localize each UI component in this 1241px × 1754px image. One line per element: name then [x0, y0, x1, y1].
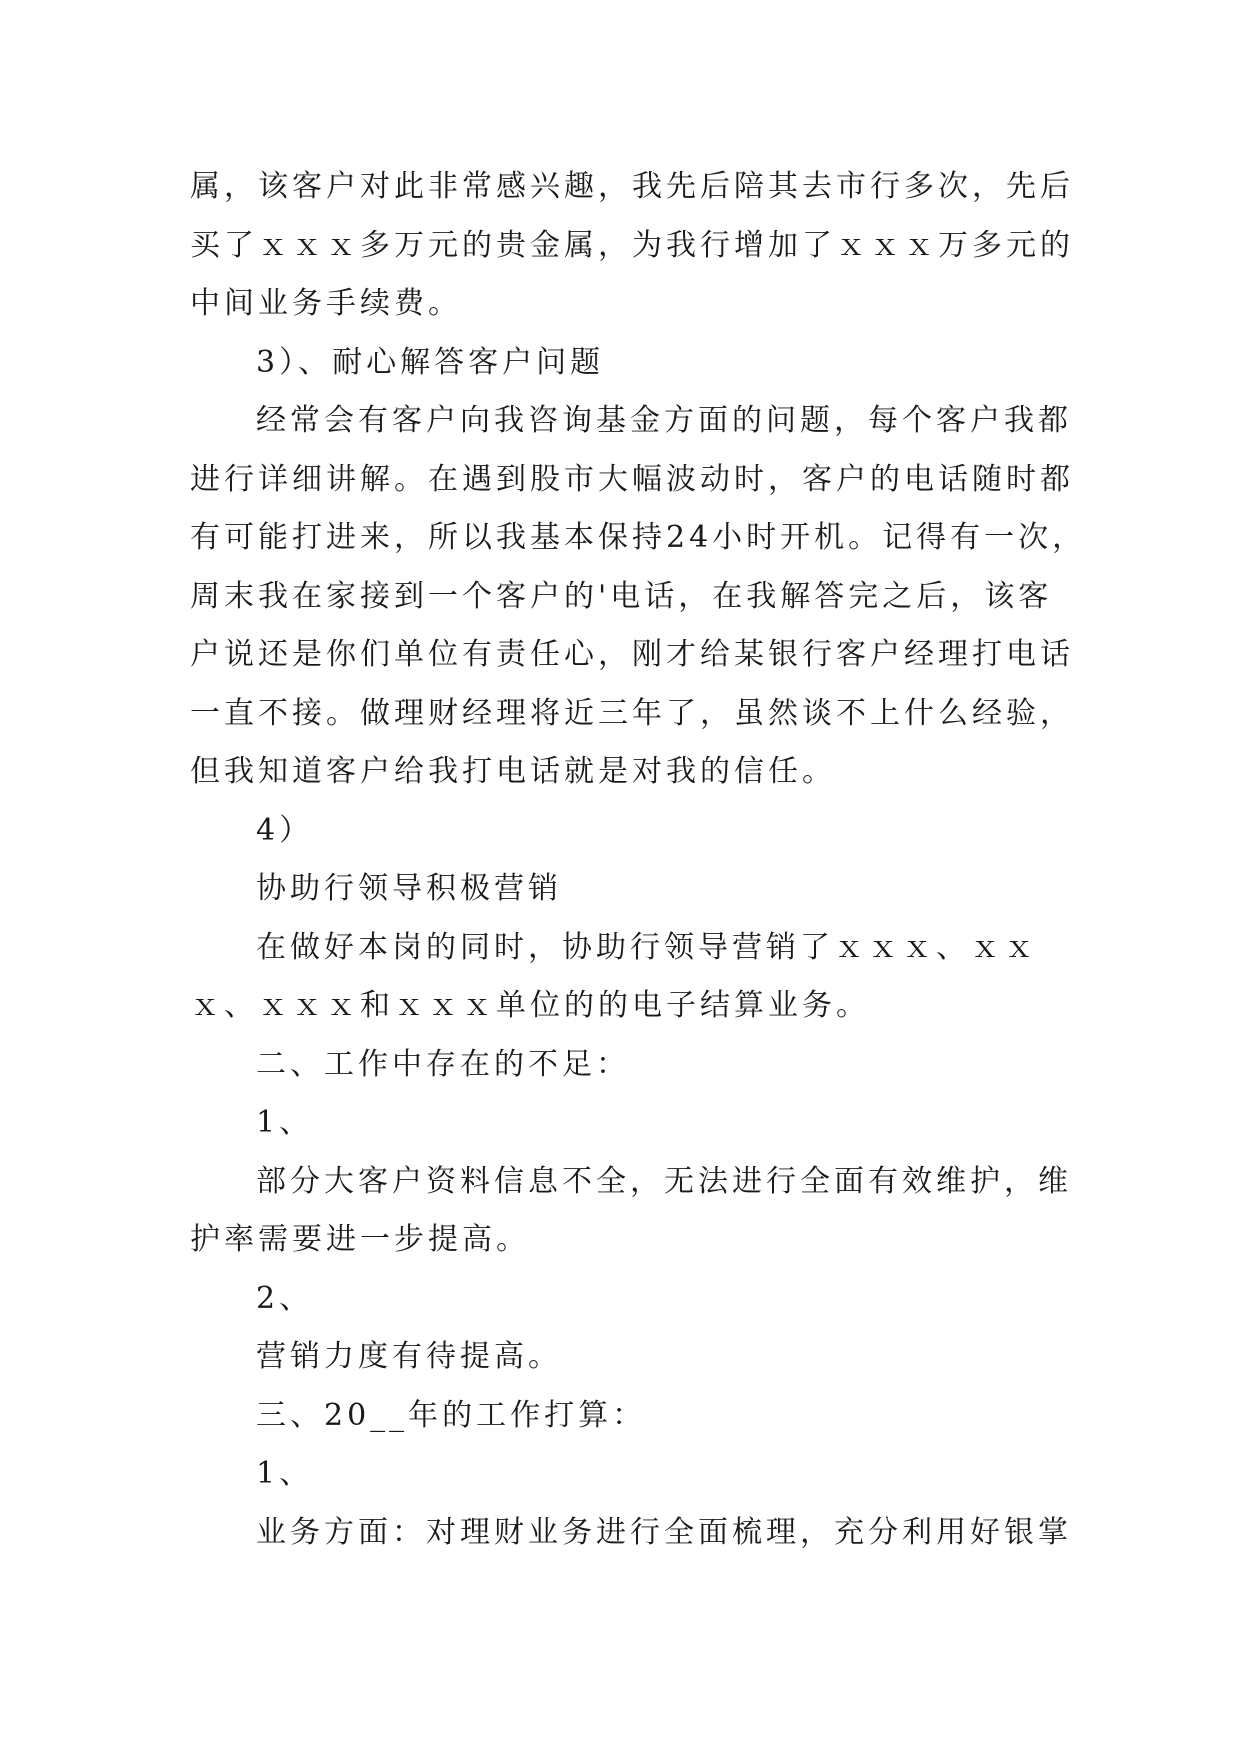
section-number: 2、: [256, 1280, 314, 1316]
text-line: 护率需要进一步提高。: [190, 1222, 530, 1257]
text-line: 有可能打进来，所以我基本保持24小时开机。记得有一次，: [190, 520, 1087, 555]
section-number: 1、: [256, 1456, 314, 1491]
section-number: 4）: [256, 812, 314, 848]
text-line: ｘ、ｘｘｘ和ｘｘｘ单位的的电子结算业务。: [190, 988, 870, 1023]
text-line: 经常会有客户向我咨询基金方面的问题，每个客户我都: [256, 403, 1072, 438]
document-body: [190, 158, 1087, 1562]
text-line: 营销力度有待提高。: [256, 1339, 562, 1374]
section-number: 1、: [256, 1105, 314, 1140]
text-line: 户说还是你们单位有责任心，刚才给某银行客户经理打电话: [190, 637, 1074, 672]
section-heading: 协助行领导积极营销: [256, 871, 562, 906]
text-line: 业务方面：对理财业务进行全面梳理，充分利用好银掌: [256, 1514, 1072, 1550]
section-heading: 3）、耐心解答客户问题: [256, 344, 605, 380]
text-line: 属，该客户对此非常感兴趣，我先后陪其去市行多次，先后: [190, 169, 1074, 204]
section-heading: 二、工作中存在的不足：: [256, 1046, 630, 1082]
text-line: 一直不接。做理财经理将近三年了，虽然谈不上什么经验，: [190, 695, 1074, 731]
text-line: 部分大客户资料信息不全，无法进行全面有效维护，维: [256, 1163, 1072, 1199]
text-line: 买了ｘｘｘ多万元的贵金属，为我行增加了ｘｘｘ万多元的: [190, 227, 1074, 263]
text-line: 进行详细讲解。在遇到股市大幅波动时，客户的电话随时都: [190, 461, 1074, 497]
text-line: 但我知道客户给我打电话就是对我的信任。: [190, 754, 836, 789]
text-line: 周末我在家接到一个客户的'电话，在我解答完之后，该客: [190, 578, 1053, 614]
section-heading: 三、20__年的工作打算：: [256, 1397, 647, 1433]
text-line: 在做好本岗的同时，协助行领导营销了ｘｘｘ、ｘｘ: [256, 929, 1038, 965]
text-line: 中间业务手续费。: [190, 286, 462, 321]
